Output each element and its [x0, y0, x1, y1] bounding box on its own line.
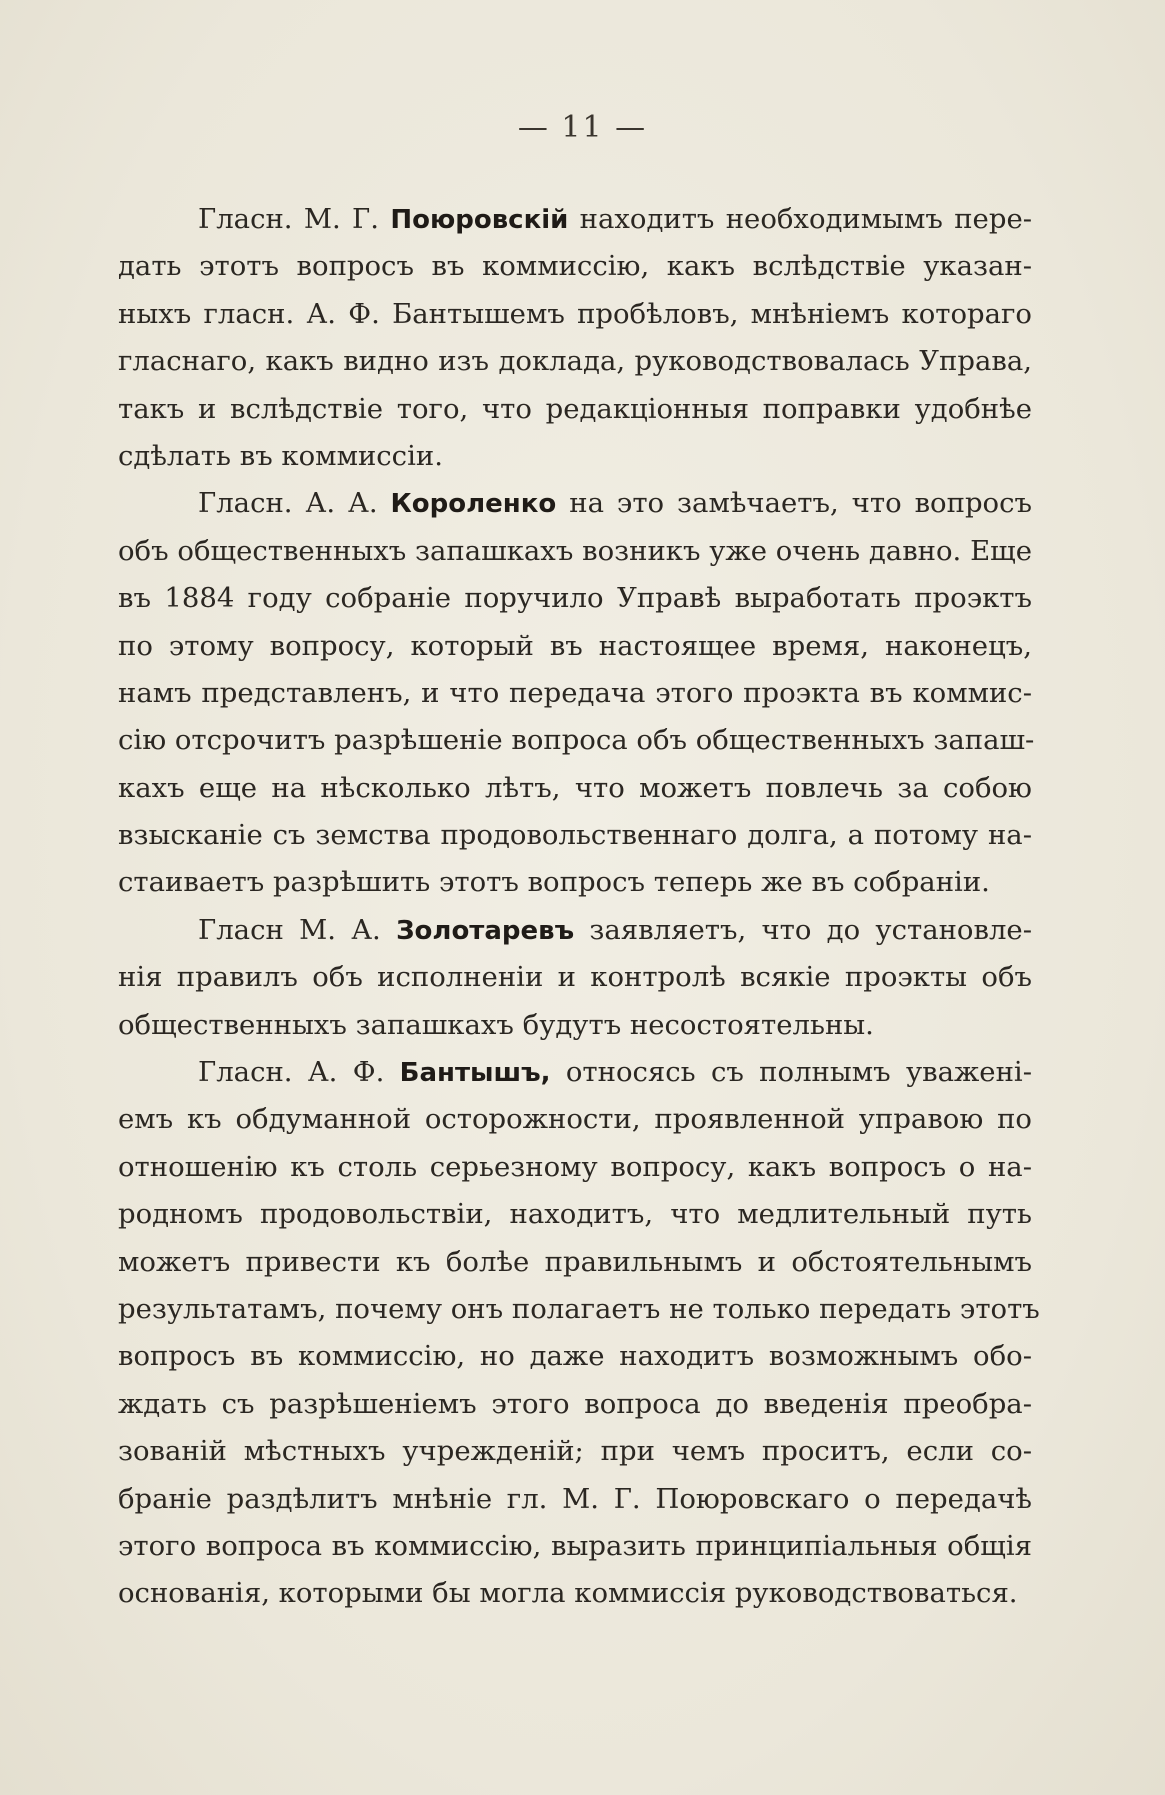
line-text-after-name: заявляетъ, что до установле-: [574, 913, 1032, 946]
paragraph: [118, 480, 1035, 907]
line-text-after-name: относясь съ полнымъ уважені-: [550, 1056, 1032, 1089]
text-line: основанія, которыми бы могла коммиссія руководствоваться.: [118, 1577, 1018, 1610]
text-line: можетъ привести къ болѣе правильнымъ и обстоятельнымъ: [118, 1245, 1032, 1278]
line-text-before-name: Гласн. А. А.: [198, 487, 391, 520]
text-line: ныхъ гласн. А. Ф. Бантышемъ пробѣловъ, мнѣніемъ котораго: [118, 297, 1032, 330]
text-line: браніе раздѣлитъ мнѣніе гл. М. Г. Поюровскаго о передачѣ: [118, 1482, 1032, 1515]
text-line: родномъ продовольствіи, находитъ, что медлительный путь: [118, 1198, 1032, 1231]
text-line: дать этотъ вопросъ въ коммиссію, какъ вслѣдствіе указан-: [118, 250, 1032, 283]
text-line: въ 1884 году собраніе поручило Управѣ выработать проэктъ: [118, 582, 1032, 615]
text-line: зованій мѣстныхъ учрежденій; при чемъ проситъ, если со-: [118, 1435, 1032, 1468]
line-text-after-name: находитъ необходимымъ пере-: [568, 203, 1033, 235]
paragraph: [118, 196, 1032, 480]
text-line: гласнаго, какъ видно изъ доклада, руководствовалась Управа,: [118, 345, 1032, 378]
text-line: намъ представленъ, и что передача этого проэкта въ коммис-: [118, 676, 1032, 709]
text-line: [118, 1049, 1032, 1096]
text-line: отношенію къ столь серьезному вопросу, какъ вопросъ о на-: [118, 1150, 1032, 1183]
line-text-before-name: Гласн М. А.: [198, 913, 397, 946]
paragraph: [118, 1049, 1040, 1618]
text-line: ждать съ разрѣшеніемъ этого вопроса до введенія преобра-: [118, 1387, 1032, 1420]
page-number: — 11 —: [517, 110, 648, 145]
text-line: по этому вопросу, который въ настоящее время, наконецъ,: [118, 629, 1032, 662]
text-line: результатамъ, почему онъ полагаетъ не только передать этотъ: [118, 1292, 1040, 1325]
speaker-name: Поюровскій: [390, 205, 569, 235]
paragraph: [118, 907, 1032, 1049]
text-line: [118, 196, 1032, 243]
text-line: [118, 480, 1032, 527]
text-line: вопросъ въ коммиссію, но даже находитъ возможнымъ обо-: [118, 1340, 1032, 1373]
text-line: емъ къ обдуманной осторожности, проявленной управою по: [118, 1103, 1032, 1136]
line-text-before-name: Гласн. А. Ф.: [198, 1056, 400, 1089]
text-line: сдѣлать въ коммиссіи.: [118, 439, 443, 472]
body-text: [118, 196, 1040, 1618]
text-line: кахъ еще на нѣсколько лѣтъ, что можетъ повлечь за собою: [118, 771, 1032, 804]
text-line: общественныхъ запашкахъ будутъ несостоятельны.: [118, 1008, 874, 1041]
line-text-after-name: на это замѣчаетъ, что вопросъ: [556, 487, 1033, 520]
text-line: нія правилъ объ исполненіи и контролѣ всякіе проэкты объ: [118, 961, 1032, 994]
text-line: этого вопроса въ коммиссію, выразить принципіальныя общія: [118, 1529, 1032, 1562]
text-line: такъ и вслѣдствіе того, что редакціонныя поправки удобнѣе: [118, 392, 1032, 425]
text-line: объ общественныхъ запашкахъ возникъ уже очень давно. Еще: [118, 534, 1032, 567]
text-line: сію отсрочитъ разрѣшеніе вопроса объ общественныхъ запаш-: [118, 724, 1035, 757]
text-line: стаиваетъ разрѣшить этотъ вопросъ теперь же въ собраніи.: [118, 866, 990, 899]
text-line: [118, 907, 1032, 954]
line-text-before-name: Гласн. М. Г.: [198, 203, 391, 235]
speaker-name: Золотаревъ: [396, 915, 575, 946]
speaker-name: Короленко: [390, 489, 557, 520]
text-line: взысканіе съ земства продовольственнаго долга, а потому на-: [118, 819, 1032, 852]
speaker-name: Бантышъ,: [399, 1058, 551, 1089]
